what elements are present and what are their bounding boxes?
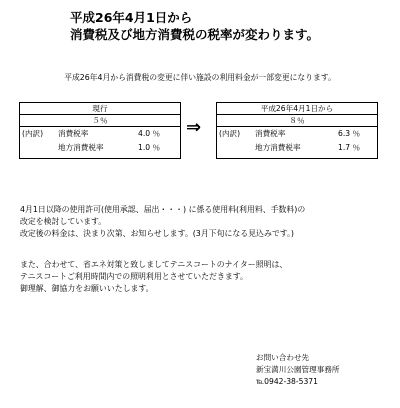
new-rate-box [216,102,378,159]
current-rate-header: 現行 [20,103,180,115]
contact-block [256,352,340,388]
consumption-tax-label: 消費税率 [58,129,89,138]
consumption-tax-value: 4.0 ％ [138,129,161,138]
current-consumption-row [20,127,180,141]
local-tax-label: 地方消費税率 [58,143,104,152]
new-rate-total: ８％ [217,115,377,127]
consumption-tax-label: 消費税率 [255,129,286,138]
breakdown-label: (内訳) [219,129,241,138]
current-rate-total: ５％ [20,115,180,127]
paragraph-line: また、合わせて、省エネ対策と致しましてテニスコートのナイター照明は、 [20,260,288,269]
title-line-1: 平成26年4月1日から [70,10,193,25]
local-tax-label: 地方消費税率 [255,143,301,152]
lighting-notice-paragraph [20,259,287,295]
paragraph-line: 改定を検討しています。 [20,217,107,226]
new-rate-header: 平成26年4月1日から [217,103,377,115]
contact-phone: ℡0942-38-5371 [256,377,318,386]
paragraph-line: 4月1日以降の使用許可(使用承認、届出・・・) に係る使用料(利用料、手数料)の [20,205,306,214]
breakdown-label: (内訳) [22,129,44,138]
current-rate-box [19,102,181,159]
title-line-2: 消費税及び地方消費税の税率が変わります。 [70,27,320,42]
local-tax-value: 1.7 ％ [338,143,361,152]
new-consumption-row [217,127,377,141]
paragraph-line: 改定後の料金は、決まり次第、お知らせします。(3月下旬になる見込みです。) [20,229,295,238]
contact-heading: お問い合わせ先 [256,353,310,362]
consumption-tax-value: 6.3 ％ [338,129,361,138]
intro-text: 平成26年4月から消費税の変更に伴い施設の利用料金が一部変更になります。 [64,73,336,82]
contact-office: 新宝満川公園管理事務所 [256,365,340,374]
paragraph-line: テニスコートご利用時間内での照明利用とさせていただきます。 [20,272,248,281]
fee-revision-paragraph [20,204,305,240]
right-arrow-icon: ⇒ [186,117,202,138]
paragraph-line: 御理解、御協力をお願いいたします。 [20,284,154,293]
new-local-row [217,141,377,155]
local-tax-value: 1.0 ％ [138,143,161,152]
notice-title [70,9,319,43]
current-local-row [20,141,180,155]
